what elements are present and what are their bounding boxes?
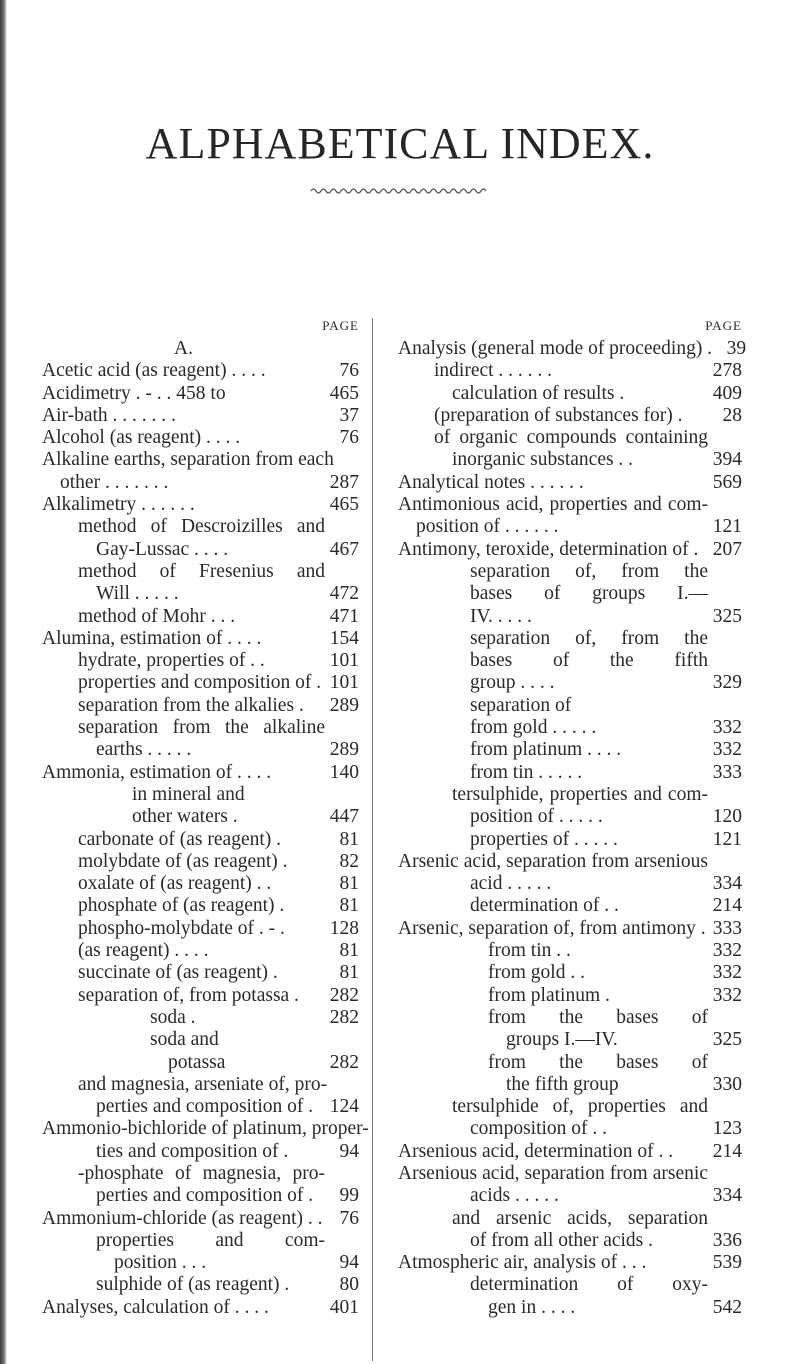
- index-entry-page: 94: [339, 1252, 359, 1274]
- index-entry-text: sulphide of (as reagent) .: [96, 1274, 290, 1296]
- index-entry-page: [708, 1163, 742, 1185]
- index-entry-page: 329: [712, 672, 742, 694]
- index-entry-text: position of . . . . . .: [416, 516, 559, 538]
- index-entry-text: Analytical notes . . . . . .: [398, 471, 584, 493]
- index-entry: [42, 1074, 359, 1096]
- index-entry: [398, 1274, 742, 1296]
- index-entry: [42, 1208, 359, 1230]
- index-entry: [398, 1297, 742, 1319]
- index-entry: [42, 672, 359, 694]
- index-entry: [42, 539, 359, 561]
- index-entry-page: [334, 449, 368, 471]
- index-entry: [42, 985, 359, 1007]
- index-entry: [42, 1052, 359, 1074]
- index-entry: [398, 449, 742, 471]
- index-entry-text: ties and composition of .: [96, 1140, 289, 1162]
- index-entry-text: from tin . .: [488, 940, 571, 962]
- index-entry: [42, 1185, 359, 1207]
- index-entry-page: 465: [329, 382, 359, 404]
- index-entry-page: [325, 1163, 359, 1185]
- index-entry-text: (as reagent) . . . .: [78, 940, 209, 962]
- index-entry: [398, 1007, 742, 1029]
- index-entry-text: perties and composition of .: [96, 1096, 314, 1118]
- index-entry: [398, 1029, 742, 1051]
- index-entry-text: phosphate of (as reagent) .: [78, 895, 285, 917]
- index-entry-text: perties and composition of .: [96, 1185, 314, 1207]
- index-entry-page: [325, 561, 359, 583]
- index-entry: [42, 1007, 359, 1029]
- index-entries-left: [42, 338, 369, 1319]
- index-entry-page: 101: [329, 650, 359, 672]
- index-entry-page: 207: [712, 538, 742, 560]
- index-entry-text: A.: [174, 338, 193, 359]
- index-entry-text: Alkaline earths, separation from each: [42, 449, 334, 471]
- index-entry-text: other waters .: [132, 806, 238, 828]
- index-entry-page: 76: [339, 1207, 359, 1229]
- index-entry-page: 289: [329, 694, 359, 716]
- index-entry: [398, 628, 742, 650]
- index-entry-page: 28: [722, 404, 742, 426]
- index-entry-page: [708, 561, 742, 583]
- index-entry: [42, 762, 359, 784]
- index-entry-page: 278: [712, 360, 742, 382]
- index-entry-text: Arsenic acid, separation from arsenious: [398, 850, 708, 872]
- index-entry-text: Ammonium-chloride (as reagent) . .: [42, 1207, 323, 1229]
- index-entry-page: 325: [712, 605, 742, 627]
- index-entry-page: 81: [339, 828, 359, 850]
- index-entry-text: Arsenious acid, separation from arsenic: [398, 1162, 708, 1184]
- index-entry-text: separation of, from the: [470, 627, 708, 649]
- index-entry: [398, 1185, 742, 1207]
- index-entry-page: [708, 695, 742, 717]
- index-entry-page: 282: [329, 1006, 359, 1028]
- index-entry-text: position of . . . . .: [470, 806, 603, 828]
- column-divider: [372, 318, 373, 1361]
- index-entry: [42, 829, 359, 851]
- index-entry-page: [708, 851, 742, 873]
- index-entry-page: [327, 1074, 361, 1096]
- index-entry-page: 542: [712, 1296, 742, 1318]
- index-entry: [42, 1163, 359, 1185]
- index-entry: [398, 806, 742, 828]
- index-entry-text: indirect . . . . . .: [434, 360, 553, 382]
- index-entry-text: succinate of (as reagent) .: [78, 962, 278, 984]
- index-entry-text: and arsenic acids, separation: [452, 1207, 708, 1229]
- page-title: ALPHABETICAL INDEX.: [145, 119, 655, 168]
- index-entry-text: calculation of results .: [452, 382, 625, 404]
- index-entry-page: 287: [329, 471, 359, 493]
- index-entry-text: in mineral and: [132, 783, 245, 805]
- index-entry: [42, 918, 359, 940]
- index-entry: [398, 985, 742, 1007]
- index-entry: [398, 918, 742, 940]
- index-entry-text: groups I.—IV.: [506, 1029, 618, 1051]
- index-entry: [398, 829, 742, 851]
- index-entry-page: [325, 717, 359, 739]
- index-entry-page: 325: [712, 1029, 742, 1051]
- index-entry-page: 37: [339, 404, 359, 426]
- index-entry-text: from the bases of: [488, 1006, 708, 1028]
- index-entry: [398, 561, 742, 583]
- index-entry-page: 99: [339, 1185, 359, 1207]
- index-entry: [398, 873, 742, 895]
- index-entry: [42, 1230, 359, 1252]
- index-entry: [398, 1208, 742, 1230]
- index-entry-text: earths . . . . .: [96, 739, 192, 761]
- index-entry-page: [325, 1230, 359, 1252]
- index-entry: [398, 338, 747, 360]
- index-entry: [398, 1052, 742, 1074]
- index-entry-page: 401: [329, 1296, 359, 1318]
- index-entry-text: from the bases of: [488, 1051, 708, 1073]
- index-entry: [398, 360, 742, 382]
- index-entry: [398, 583, 742, 605]
- index-entry: [42, 695, 359, 717]
- index-entry-page: 332: [712, 940, 742, 962]
- index-entry-text: group . . . .: [470, 672, 555, 694]
- index-entry-page: 334: [712, 873, 742, 895]
- index-entry-page: 332: [712, 739, 742, 761]
- index-entry-page: 332: [712, 717, 742, 739]
- index-entry-page: 128: [329, 917, 359, 939]
- index-entry-page: [325, 784, 359, 806]
- index-entry-page: 394: [712, 449, 742, 471]
- index-entry-text: method of Mohr . . .: [78, 605, 236, 627]
- index-entry-page: [708, 1274, 742, 1296]
- index-entry-text: IV. . . . .: [470, 605, 532, 627]
- index-entry-text: separation of, from the: [470, 560, 708, 582]
- index-entry-text: Alcohol (as reagent) . . . .: [42, 427, 241, 449]
- index-entry: [398, 516, 742, 538]
- index-entry: [398, 940, 742, 962]
- index-entry: [42, 383, 359, 405]
- index-entry-page: 120: [712, 806, 742, 828]
- index-entry-text: (preparation of substances for) .: [434, 404, 683, 426]
- index-entry-text: phospho-molybdate of . - .: [78, 917, 285, 939]
- index-entry-text: composition of . .: [470, 1118, 608, 1140]
- index-entry-page: [708, 1007, 742, 1029]
- index-entry: [398, 472, 742, 494]
- index-entry: [398, 895, 742, 917]
- index-entry-text: Analysis (general mode of proceeding) .: [398, 338, 713, 359]
- index-entry: [42, 583, 359, 605]
- index-entry-page: [708, 628, 742, 650]
- index-entry-page: 214: [712, 1140, 742, 1162]
- index-entry-page: 472: [329, 583, 359, 605]
- index-entry-page: 569: [712, 471, 742, 493]
- index-entry-page: [708, 1096, 742, 1118]
- index-entry-text: soda .: [150, 1006, 196, 1028]
- index-entry: [42, 561, 359, 583]
- index-entry-page: [708, 494, 742, 516]
- index-entry: [42, 405, 359, 427]
- index-entry: [398, 427, 742, 449]
- index-entry-text: Antimony, teroxide, determination of .: [398, 538, 699, 560]
- index-entry: [398, 650, 742, 672]
- index-entry: [42, 449, 359, 471]
- index-entry: [42, 1274, 359, 1296]
- index-entry-page: 101: [329, 672, 359, 694]
- index-entry-page: 140: [329, 761, 359, 783]
- index-entry-page: 330: [712, 1073, 742, 1095]
- index-entry: [42, 851, 359, 873]
- index-entry-page: 124: [329, 1096, 359, 1118]
- index-entry: [398, 539, 742, 561]
- index-entries-right: [398, 338, 747, 1319]
- index-entry: [42, 494, 359, 516]
- index-entry-page: 332: [712, 962, 742, 984]
- index-entry-page: 82: [339, 850, 359, 872]
- page-edge-shadow: [0, 0, 7, 1364]
- index-entry-text: gen in . . . .: [488, 1296, 576, 1318]
- index-entry: [42, 516, 359, 538]
- index-entry-text: inorganic substances . .: [452, 449, 634, 471]
- index-entry: [398, 762, 742, 784]
- index-entry-page: [708, 1208, 742, 1230]
- index-entry-page: 282: [329, 984, 359, 1006]
- index-entry-text: Atmospheric air, analysis of . . .: [398, 1252, 647, 1274]
- index-entry: [42, 650, 359, 672]
- index-entry-text: Arsenic, separation of, from antimony .: [398, 917, 706, 939]
- index-entry: [398, 1096, 742, 1118]
- index-entry: [42, 717, 359, 739]
- index-entry: [42, 940, 359, 962]
- index-entry-text: Analyses, calculation of . . . .: [42, 1296, 269, 1318]
- index-entry: [42, 873, 359, 895]
- index-entry-page: 94: [339, 1140, 359, 1162]
- index-column-left: [42, 318, 369, 1319]
- index-entry: [398, 1230, 742, 1252]
- index-entry-text: from tin . . . . .: [470, 761, 583, 783]
- index-entry-text: separation of: [470, 694, 572, 716]
- index-entry: [42, 360, 359, 382]
- index-entry-page: 333: [712, 917, 742, 939]
- index-entry-page: 282: [329, 1051, 359, 1073]
- index-entry: [42, 895, 359, 917]
- index-entry: [42, 1297, 359, 1319]
- index-entry: [398, 494, 742, 516]
- index-entry-page: 334: [712, 1185, 742, 1207]
- index-entry-text: determination of . .: [470, 895, 619, 917]
- index-entry-text: -phosphate of magnesia, pro-: [78, 1162, 325, 1184]
- index-entry-page: 447: [329, 806, 359, 828]
- index-entry-text: method of Descroizilles and: [78, 516, 325, 538]
- index-entry: [398, 784, 742, 806]
- index-entry-text: acids . . . . .: [470, 1185, 559, 1207]
- index-entry-text: other . . . . . . .: [60, 471, 169, 493]
- index-entry-page: 214: [712, 895, 742, 917]
- index-entry-text: potassa: [168, 1051, 226, 1073]
- index-entry-text: from gold . . . . .: [470, 717, 597, 739]
- index-entry-text: from gold . .: [488, 962, 585, 984]
- index-entry: [42, 472, 359, 494]
- index-entry-page: 81: [339, 873, 359, 895]
- index-entry-text: oxalate of (as reagent) . .: [78, 873, 272, 895]
- index-entry-text: tersulphide of, properties and: [452, 1096, 708, 1118]
- index-entry: [42, 338, 359, 360]
- index-entry-page: [325, 516, 359, 538]
- index-entry: [398, 1118, 742, 1140]
- index-entry-page: 332: [712, 984, 742, 1006]
- index-entry: [42, 1029, 359, 1051]
- index-entry-text: Arsenious acid, determination of . .: [398, 1140, 674, 1162]
- index-entry-text: the fifth group: [506, 1073, 619, 1095]
- index-entry-page: 39: [726, 338, 747, 359]
- index-entry: [398, 1163, 742, 1185]
- index-entry: [42, 1118, 369, 1140]
- index-entry: [42, 1252, 359, 1274]
- index-entry-page: 467: [329, 538, 359, 560]
- index-column-right: [398, 318, 747, 1319]
- index-entry-page: 76: [339, 427, 359, 449]
- index-entry: [398, 606, 742, 628]
- index-entry-text: Acetic acid (as reagent) . . . .: [42, 360, 266, 382]
- index-entry-page: [708, 650, 742, 672]
- index-entry: [42, 1096, 359, 1118]
- index-entry-page: 80: [339, 1274, 359, 1296]
- index-entry-text: of organic compounds containing: [434, 427, 708, 449]
- index-entry: [398, 383, 742, 405]
- index-entry-text: molybdate of (as reagent) .: [78, 850, 288, 872]
- index-entry-page: 409: [712, 382, 742, 404]
- index-entry-text: Acidimetry . - . . 458 to: [42, 382, 226, 404]
- index-entry-page: 76: [339, 360, 359, 382]
- index-entry: [42, 427, 359, 449]
- index-entry-page: 333: [712, 761, 742, 783]
- index-entry-text: separation of, from potassa .: [78, 984, 299, 1006]
- index-entry: [398, 739, 742, 761]
- index-entry: [398, 1074, 742, 1096]
- index-entry: [398, 1252, 742, 1274]
- index-entry-page: 121: [712, 516, 742, 538]
- index-entry-page: 123: [712, 1118, 742, 1140]
- index-entry-text: determination of oxy-: [470, 1274, 708, 1296]
- index-entry-page: 154: [329, 627, 359, 649]
- index-entry-text: acid . . . . .: [470, 873, 552, 895]
- index-entry: [398, 405, 742, 427]
- index-entry: [42, 739, 359, 761]
- index-entry-text: separation from the alkalies .: [78, 694, 304, 716]
- index-entry-page: 81: [339, 940, 359, 962]
- index-entry-text: from platinum .: [488, 984, 610, 1006]
- index-entry-page: 289: [329, 739, 359, 761]
- index-entry-text: carbonate of (as reagent) .: [78, 828, 282, 850]
- index-entry-text: method of Fresenius and: [78, 560, 325, 582]
- index-entry: [42, 628, 359, 650]
- index-entry: [398, 672, 742, 694]
- index-entry-text: Will . . . . .: [96, 583, 179, 605]
- index-entry-page: 465: [329, 494, 359, 516]
- index-entry-page: 121: [712, 828, 742, 850]
- index-entry-text: and magnesia, arseniate of, pro-: [78, 1073, 328, 1095]
- index-entry-text: properties and composition of .: [78, 672, 322, 694]
- index-entry: [398, 851, 742, 873]
- index-entry: [42, 1141, 359, 1163]
- index-entry: [42, 806, 359, 828]
- index-entry-text: properties of . . . . .: [470, 828, 618, 850]
- index-entry-text: separation from the alkaline: [78, 717, 325, 739]
- index-entry-page: [708, 784, 742, 806]
- index-entry-text: Alumina, estimation of . . . .: [42, 627, 262, 649]
- index-entry: [42, 784, 359, 806]
- index-entry-text: Air-bath . . . . . . .: [42, 404, 176, 426]
- index-entry-page: [708, 583, 742, 605]
- index-entry-text: properties and com-: [96, 1229, 325, 1251]
- index-entry-text: soda and: [150, 1029, 219, 1051]
- index-entry: [42, 606, 359, 628]
- page-column-header: PAGE: [705, 318, 742, 333]
- index-entry-text: bases of the fifth: [470, 650, 708, 672]
- decorative-rule: [311, 186, 489, 196]
- index-entry-page: 81: [339, 962, 359, 984]
- index-entry-text: from platinum . . . .: [470, 739, 622, 761]
- index-entry-text: bases of groups I.—: [470, 583, 708, 605]
- index-entry: [398, 1141, 742, 1163]
- index-entry-page: 539: [712, 1252, 742, 1274]
- index-entry-text: position . . .: [114, 1252, 207, 1274]
- index-entry-page: [325, 338, 359, 360]
- index-entry: [398, 962, 742, 984]
- index-entry-text: of from all other acids .: [470, 1229, 654, 1251]
- index-entry-text: Alkalimetry . . . . . .: [42, 494, 195, 516]
- index-entry-text: Gay-Lussac . . . .: [96, 538, 229, 560]
- index-entry-page: [708, 1052, 742, 1074]
- index-entry-page: 471: [329, 605, 359, 627]
- index-entry-page: 81: [339, 895, 359, 917]
- index-entry-text: Ammonia, estimation of . . . .: [42, 761, 272, 783]
- index-entry-page: [708, 427, 742, 449]
- index-entry-text: Ammonio-bichloride of platinum, proper-: [42, 1118, 369, 1140]
- index-entry-page: 336: [712, 1229, 742, 1251]
- index-entry: [398, 695, 742, 717]
- index-entry: [42, 962, 359, 984]
- index-entry-text: tersulphide, properties and com-: [452, 783, 708, 805]
- index-entry: [398, 717, 742, 739]
- index-entry-page: [325, 1029, 359, 1051]
- page-column-header: PAGE: [322, 318, 359, 333]
- index-entry-text: Antimonious acid, properties and com-: [398, 494, 708, 516]
- index-entry-text: hydrate, properties of . .: [78, 650, 265, 672]
